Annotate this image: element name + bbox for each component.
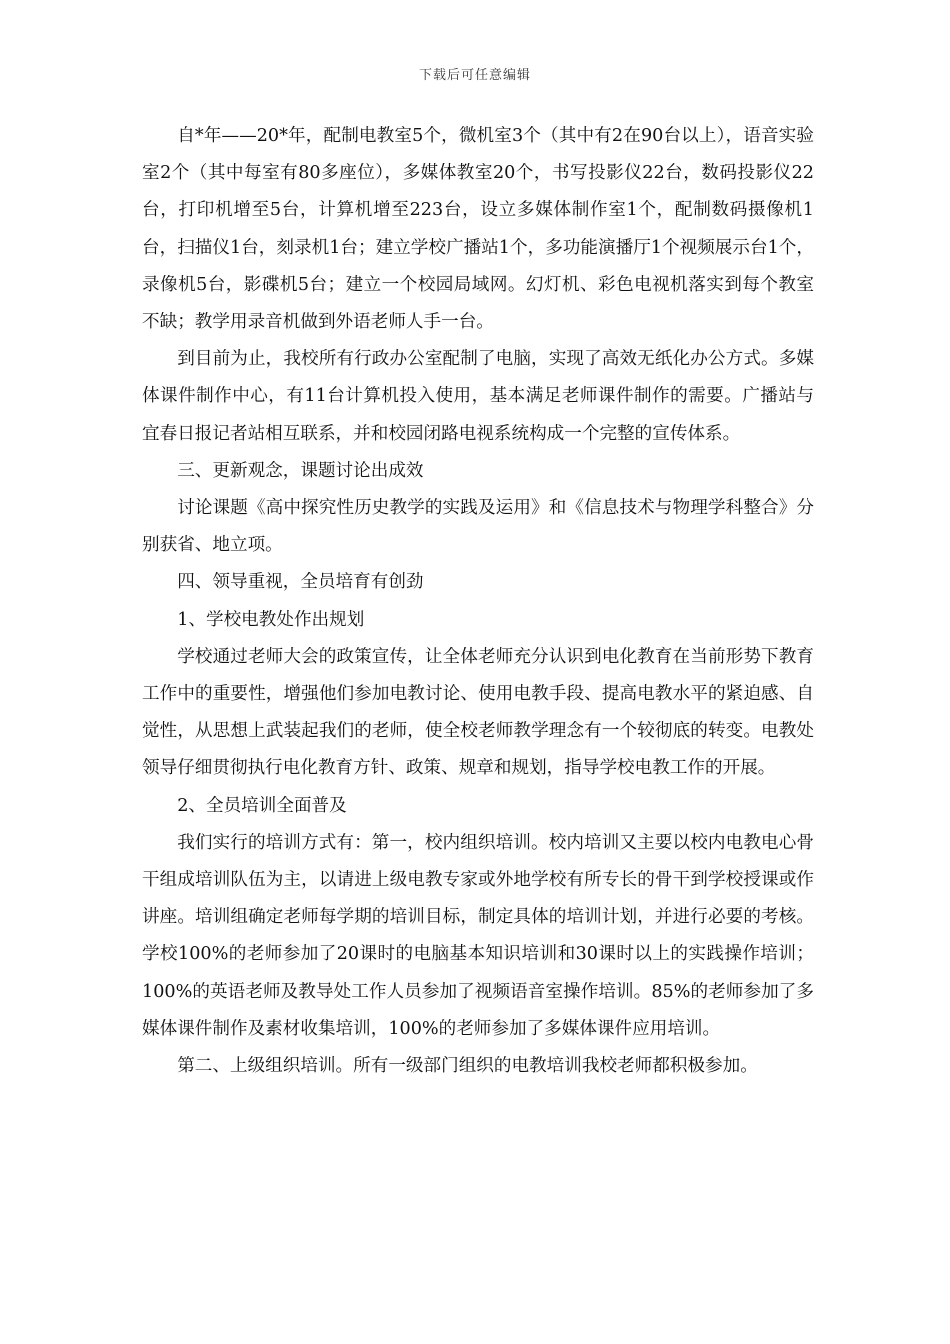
page-header: 下载后可任意编辑: [418, 68, 531, 83]
paragraph-equipment: 自*年——20*年，配制电教室5个，微机室3个（其中有2在90台以上），语音实验室2个（其中每室有80多座位），多媒体教室20个，书写投影仪22台，数码投影仪22台，打印机增至5台，计算机增至223台，设立多媒体制作室1个，配制数码摄像机1台，扫描仪1台，刻录机1台；建立学校广播站1个，多功能演播厅1个视频展示台1个，录像机5台，影碟机5台；建立一个校园局域网。幻灯机、彩色电视机落实到每个教室不缺；教学用录音机做到外语老师人手一台。: [142, 126, 814, 333]
paragraph-training: 我们实行的培训方式有：第一，校内组织培训。校内培训又主要以校内电教电心骨干组成培训队伍为主，以请进上级电教专家或外地学校有所专长的骨干到学校授课或作讲座。培训组确定老师每学期的培训目标，制定具体的培训计划，并进行必要的考核。学校100%的老师参加了20课时的电脑基本知识培训和30课时以上的实践操作培训；100%的英语老师及教导处工作人员参加了视频语音室操作培训。85%的老师参加了多媒体课件制作及素材收集培训，100%的老师参加了多媒体课件应用培训。: [142, 832, 814, 1039]
paragraph-research: 讨论课题《高中探究性历史教学的实践及运用》和《信息技术与物理学科整合》分别获省、地立项。: [142, 498, 814, 556]
subheading-1: 1、学校电教处作出规划: [177, 609, 365, 630]
document-body: [142, 118, 814, 1085]
paragraph-external-training: 第二、上级组织培训。所有一级部门组织的电教培训我校老师都积极参加。: [177, 1056, 758, 1077]
subheading-2: 2、全员培训全面普及: [177, 795, 347, 816]
paragraph-planning: 学校通过老师大会的政策宣传，让全体老师充分认识到电化教育在当前形势下教育工作中的重要性，增强他们参加电教讨论、使用电教手段、提高电教水平的紧迫感、自觉性，从思想上武装起我们的老师，使全校老师教学理念有一个较彻底的转变。电教处领导仔细贯彻执行电化教育方针、政策、规章和规划，指导学校电教工作的开展。: [142, 646, 814, 779]
paragraph-office: 到目前为止，我校所有行政办公室配制了电脑，实现了高效无纸化办公方式。多媒体课件制作中心，有11台计算机投入使用，基本满足老师课件制作的需要。广播站与宜春日报记者站相互联系，并和校园闭路电视系统构成一个完整的宣传体系。: [142, 349, 814, 444]
section-heading-4: 四、领导重视，全员培育有创劲: [177, 572, 424, 593]
section-heading-3: 三、更新观念，课题讨论出成效: [177, 460, 424, 481]
